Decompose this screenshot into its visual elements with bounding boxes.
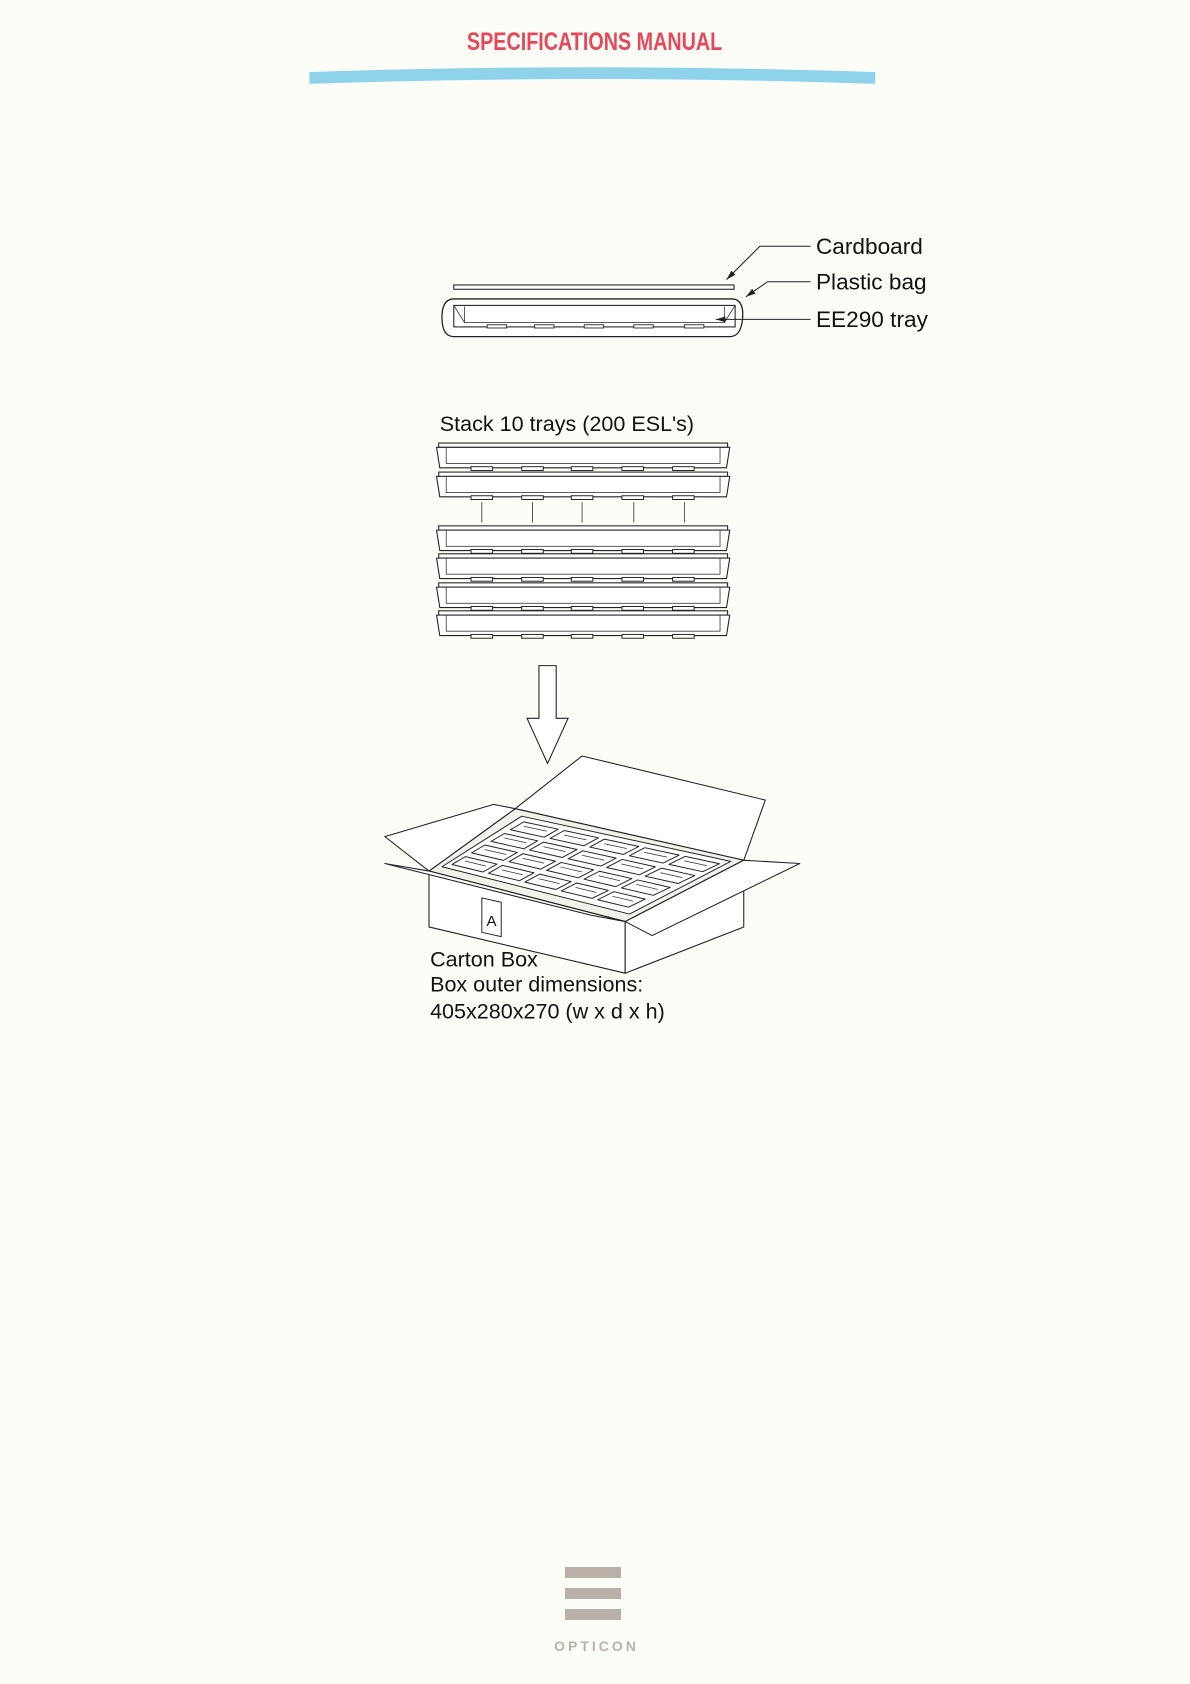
single-tray-foot — [535, 325, 554, 328]
carton-dims-label: Box outer dimensions: — [430, 972, 644, 997]
box-mark-letter: A — [486, 912, 497, 930]
label-tray: EE290 tray — [815, 306, 928, 332]
logo-bar — [565, 1609, 621, 1620]
logo-bar — [565, 1588, 621, 1599]
brand-name: OPTICON — [554, 1638, 639, 1654]
tray-stack — [437, 412, 730, 638]
stacked-tray-4 — [437, 554, 730, 581]
leader-line-plastic-bag — [746, 282, 811, 297]
opticon-logo-mark — [565, 1567, 621, 1630]
single-tray-foot — [634, 325, 653, 328]
label-plastic-bag: Plastic bag — [815, 269, 927, 295]
stacked-tray-1 — [437, 443, 730, 470]
header-band — [309, 67, 875, 84]
down-arrow — [527, 666, 568, 764]
stacked-tray-3 — [437, 526, 730, 553]
single-tray-assembly — [442, 234, 929, 337]
stacked-tray-2 — [437, 472, 730, 499]
logo-bar — [565, 1567, 621, 1578]
single-tray-foot — [584, 325, 603, 328]
label-cardboard: Cardboard — [815, 233, 923, 259]
carton-box — [385, 756, 800, 973]
stack-continuation-lines — [482, 502, 685, 522]
carton-dims-value: 405x280x270 (w x d x h) — [430, 999, 665, 1024]
carton-title: Carton Box — [430, 947, 538, 972]
stacked-tray-6 — [437, 611, 730, 638]
stacked-tray-5 — [437, 583, 730, 610]
single-tray-foot — [487, 325, 506, 328]
stack-label: Stack 10 trays (200 ESL's) — [439, 412, 695, 437]
single-tray-foot — [684, 325, 703, 328]
cardboard-sheet — [454, 285, 734, 289]
header-title: SPECIFICATIONS MANUAL — [467, 28, 723, 56]
plastic-bag-outline — [442, 299, 743, 337]
leader-line-cardboard — [727, 246, 811, 279]
